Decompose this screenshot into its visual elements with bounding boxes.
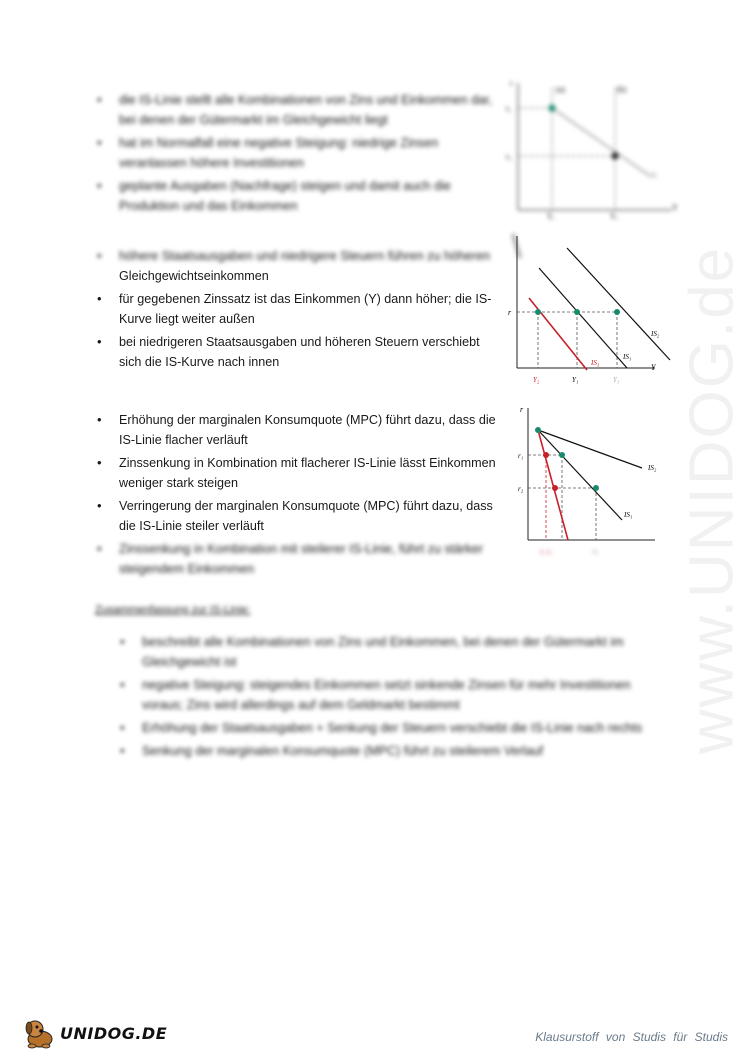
bullet-3-1: • Erhöhung der marginalen Konsumquote (MPC) führt dazu, dass die IS-Linie flacher verläuft bbox=[95, 410, 500, 450]
bullet-2-1: • für gegebenen Zinssatz ist das Einkommen (Y) dann höher; die IS-Kurve liegt weiter außen bbox=[95, 289, 500, 329]
mpc-slope-chart bbox=[510, 400, 680, 560]
is2-label: IS₂ bbox=[648, 464, 657, 472]
bullet-1-3: • geplante Ausgaben (Nachfrage) steigen und damit auch die Produktion und das Einkommen bbox=[95, 176, 500, 216]
dog-mascot-icon bbox=[22, 1017, 58, 1049]
footer-tagline: Klausurstoff von Studis für Studis bbox=[535, 1030, 728, 1044]
bullet-3-4: • Zinssenkung in Kombination mit steilerer IS-Linie, führt zu stärker steigendem Einkommen bbox=[95, 539, 500, 579]
equilibrium-point bbox=[593, 485, 599, 491]
equilibrium-point-red bbox=[543, 452, 549, 458]
summary-title: Zusammenfassung zur IS-Linie: bbox=[95, 604, 251, 616]
bullet-2-0-continuation: Gleichgewichtseinkommen bbox=[119, 269, 269, 283]
r1-label: r₁ bbox=[518, 452, 524, 460]
unidog-logo bbox=[22, 1017, 167, 1049]
bullet-2-2: • bei niedrigeren Staatsausgaben und höheren Steuern verschiebt sich die IS-Kurve nach innen bbox=[95, 332, 500, 372]
section-2 bbox=[95, 246, 500, 375]
is-shift-chart bbox=[505, 228, 680, 388]
equilibrium-point bbox=[535, 309, 541, 315]
summary-bullet-4: • Senkung der marginalen Konsumquote (MPC) führt zu steilerem Verlauf bbox=[118, 741, 648, 761]
bullet-3-2: • Zinssenkung in Kombination mit flacherer IS-Linie lässt Einkommen weniger stark steigen bbox=[95, 453, 500, 493]
r-axis-label: r bbox=[520, 405, 524, 414]
is2-label: IS₂ bbox=[651, 330, 660, 338]
bullet-3-3: • Verringerung der marginalen Konsumquote (MPC) führt dazu, dass die IS-Linie steiler verläuft bbox=[95, 496, 500, 536]
r-axis-label: r bbox=[508, 308, 512, 317]
bullet-2-0-blurred: • höhere Staatsausgaben und niedrigere Steuern führen zu höheren bbox=[97, 249, 491, 263]
is-curve-label: IS bbox=[650, 171, 658, 180]
y-axis-label: Y bbox=[651, 363, 656, 372]
summary-bullet-3: • Erhöhung der Staatsausgaben + Senkung der Steuern verschiebt die IS-Linie nach rechts bbox=[118, 718, 648, 738]
top-label-a: (a) bbox=[556, 85, 565, 94]
y2-label: Y₂ bbox=[533, 376, 540, 384]
r2-label: r₂ bbox=[506, 152, 512, 161]
equilibrium-point bbox=[614, 309, 620, 315]
y1-label: Y₁ bbox=[572, 376, 579, 384]
y1-label: Y₁ bbox=[547, 212, 556, 220]
equilibrium-point bbox=[535, 427, 541, 433]
equilibrium-point bbox=[559, 452, 565, 458]
r2-label: r₂ bbox=[518, 485, 524, 493]
y-axis-label: Y bbox=[672, 203, 678, 212]
y1-label: Y₁ bbox=[593, 550, 599, 556]
is1-label: IS₁ bbox=[623, 353, 632, 361]
section-1 bbox=[95, 90, 500, 219]
y3y2-label: Y₃ Y₂ bbox=[540, 550, 553, 556]
is3-label: IS₃ bbox=[591, 359, 600, 367]
watermark: www.UNIDOG.de bbox=[677, 245, 747, 755]
y2-label: Y₂ bbox=[610, 212, 619, 220]
y3-label: Y₃ bbox=[613, 376, 620, 384]
equilibrium-point bbox=[574, 309, 580, 315]
is1-label: IS₁ bbox=[624, 511, 633, 519]
bullet-1-1: • die IS-Linie stellt alle Kombinationen von Zins und Einkommen dar, bei denen der Gütermarkt im Gleichgewicht liegt bbox=[95, 90, 500, 130]
summary-bullet-2: • negative Steigung: steigendes Einkommen setzt sinkende Zinsen für mehr Investitionen voraus; Zins wird allerdings auf dem Geldmarkt bestimmt bbox=[118, 675, 648, 715]
top-label-b: (b) bbox=[617, 85, 627, 94]
r-axis-label: r bbox=[510, 79, 513, 88]
logo-text: UNIDOG.DE bbox=[60, 1023, 168, 1043]
summary-list bbox=[118, 632, 648, 764]
bullet-1-2: • hat im Normalfall eine negative Steigung: niedrige Zinsen veranlassen höhere Investitionen bbox=[95, 133, 500, 173]
r1-label: r₁ bbox=[506, 104, 512, 113]
equilibrium-point-red bbox=[552, 485, 558, 491]
summary-bullet-1: • beschreibt alle Kombinationen von Zins und Einkommen, bei denen der Gütermarkt im Gleichgewicht ist bbox=[118, 632, 648, 672]
section-3 bbox=[95, 410, 500, 582]
is-derivation-chart bbox=[500, 78, 680, 220]
